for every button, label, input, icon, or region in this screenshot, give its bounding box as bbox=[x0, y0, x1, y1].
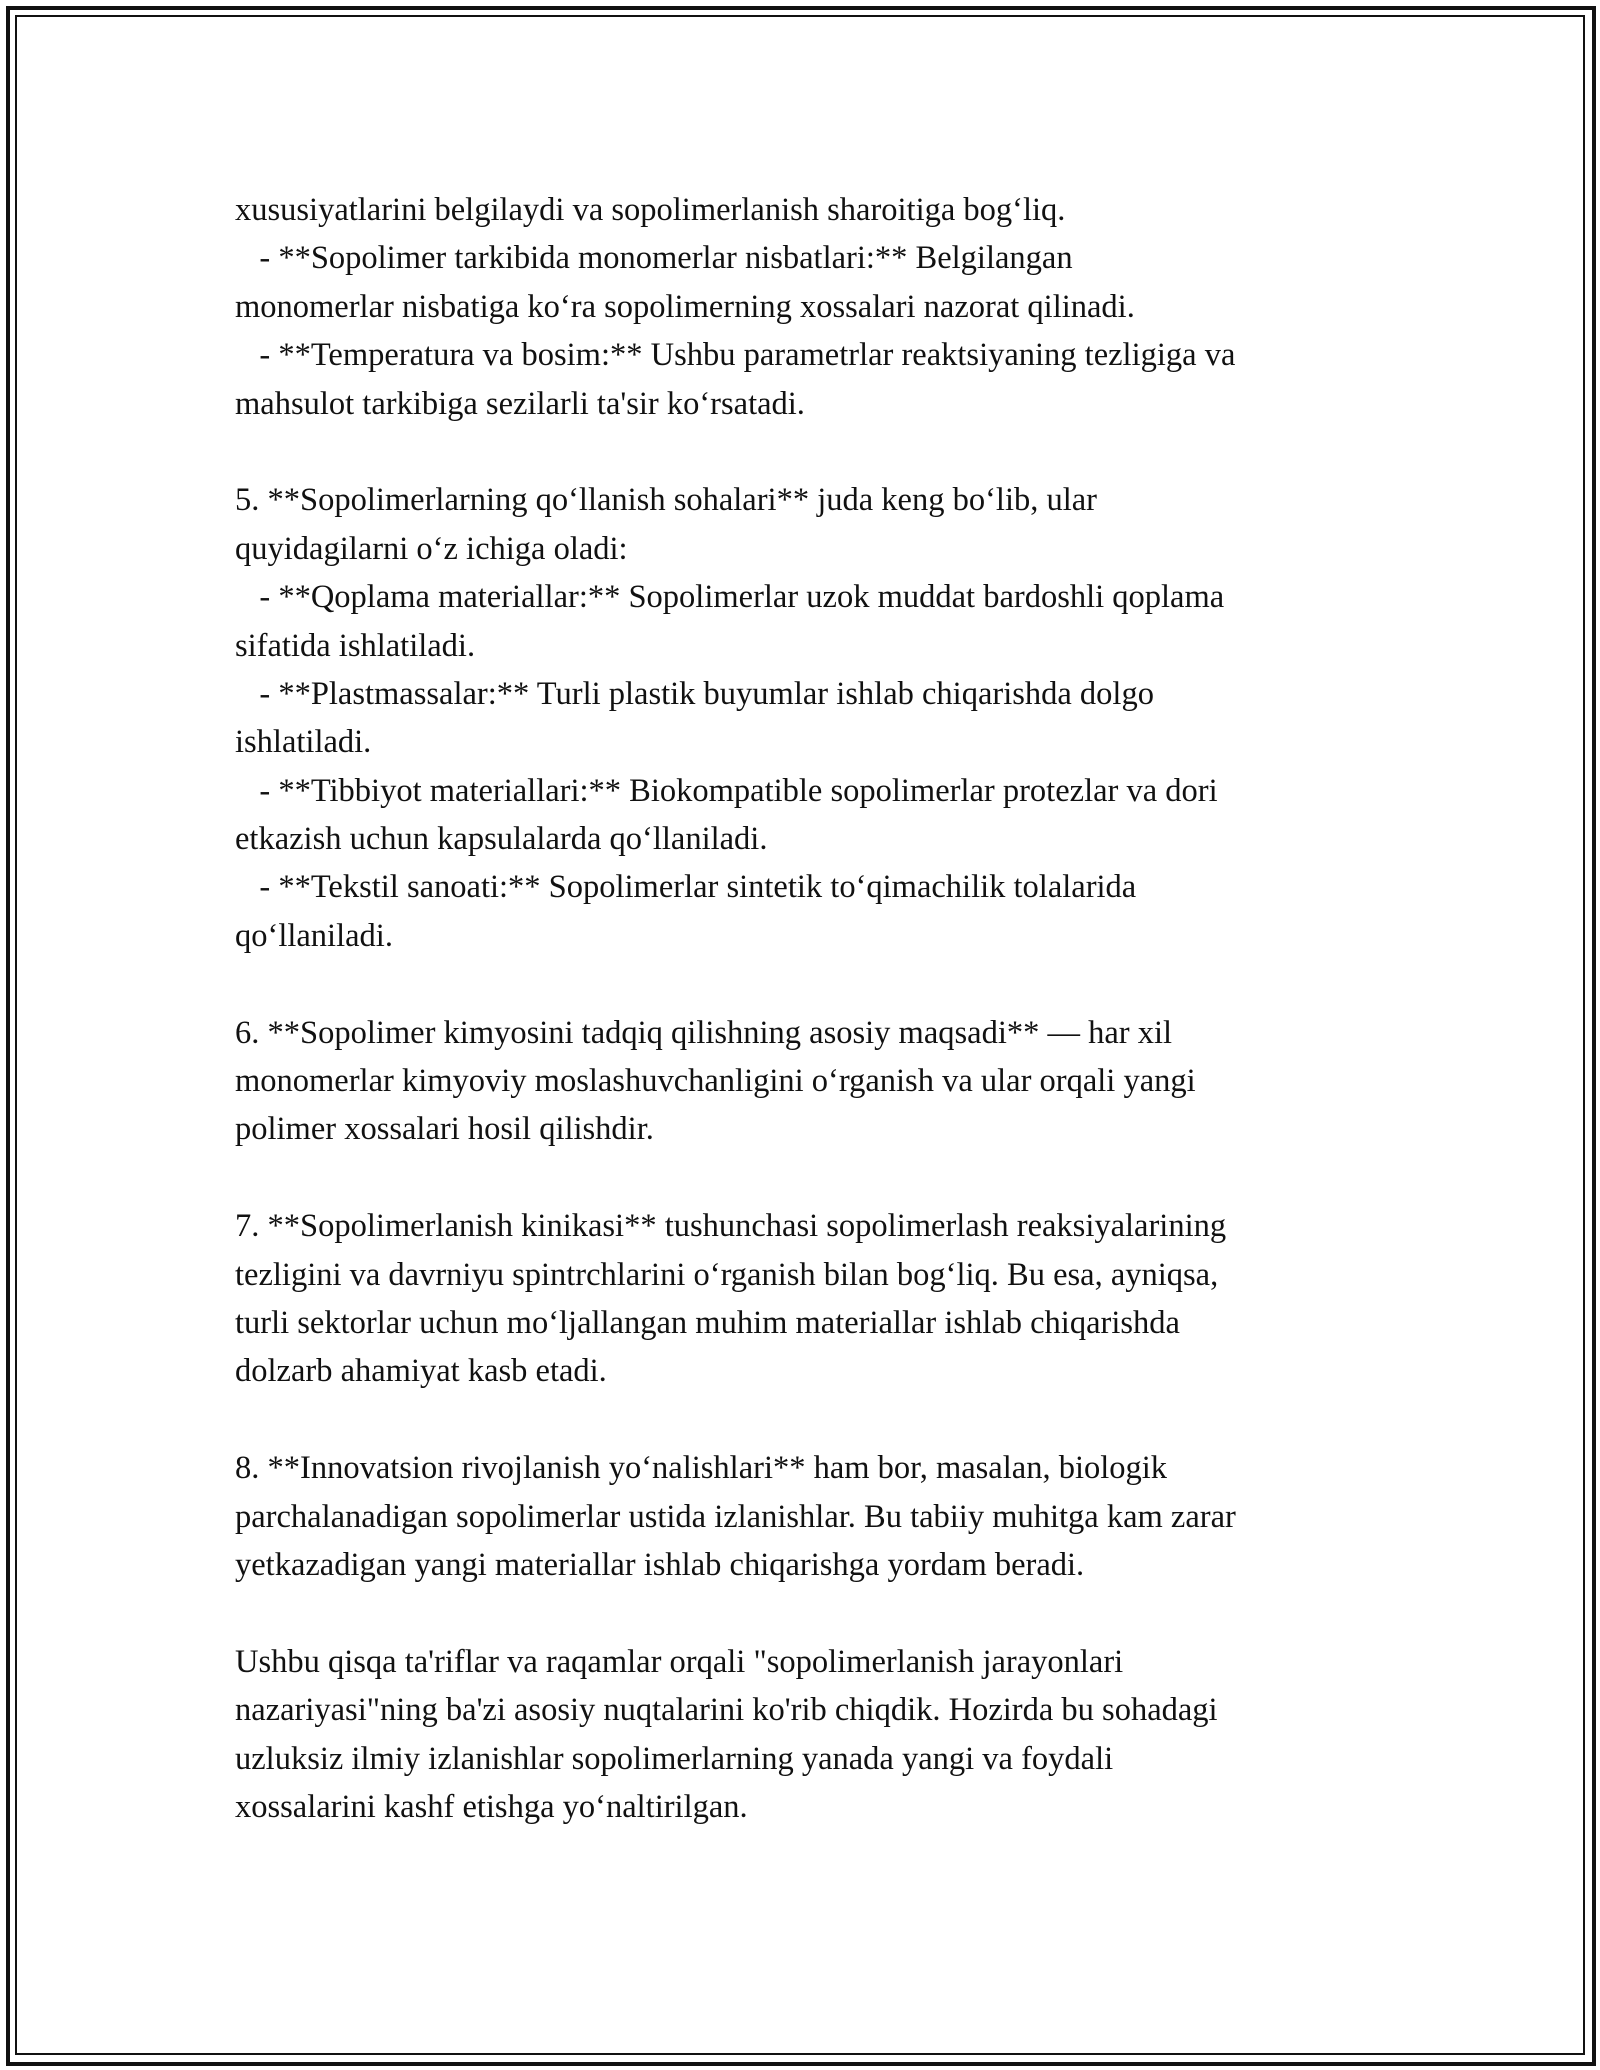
text-line: etkazish uchun kapsulalarda qo‘llaniladi. bbox=[235, 821, 768, 858]
text-line: 5. **Sopolimerlarning qo‘llanish sohalari** juda keng bo‘lib, ular bbox=[235, 482, 1097, 519]
text-line: - **Tekstil sanoati:** Sopolimerlar sintetik to‘qimachilik tolalarida bbox=[235, 869, 1137, 906]
paragraph-gap bbox=[235, 1589, 1385, 1637]
text-line: sifatida ishlatiladi. bbox=[235, 627, 476, 664]
text-line: xossalarini kashf etishga yo‘naltirilgan. bbox=[235, 1788, 748, 1825]
text-line: 6. **Sopolimer kimyosini tadqiq qilishning asosiy maqsadi** — har xil bbox=[235, 1014, 1173, 1051]
text-line: monomerlar nisbatiga ko‘ra sopolimerning xossalari nazorat qilinadi. bbox=[235, 288, 1135, 325]
paragraph-gap bbox=[235, 1154, 1385, 1202]
text-line: dolzarb ahamiyat kasb etadi. bbox=[235, 1353, 607, 1390]
text-line: ishlatiladi. bbox=[235, 724, 372, 761]
text-line: xususiyatlarini belgilaydi va sopolimerlanish sharoitiga bog‘liq. bbox=[235, 192, 1066, 228]
text-line: - **Qoplama materiallar:** Sopolimerlar uzok muddat bardoshli qoplama bbox=[235, 579, 1225, 616]
document-body bbox=[235, 186, 1385, 1831]
text-line: 8. **Innovatsion rivojlanish yo‘nalishlari** ham bor, masalan, biologik bbox=[235, 1450, 1168, 1487]
text-line: - **Temperatura va bosim:** Ushbu parametrlar reaktsiyaning tezligiga va bbox=[235, 337, 1236, 374]
text-line: Ushbu qisqa ta'riflar va raqamlar orqali "sopolimerlanish jarayonlari bbox=[235, 1643, 1124, 1680]
paragraph-gap bbox=[235, 428, 1385, 476]
text-line: parchalanadigan sopolimerlar ustida izlanishlar. Bu tabiiy muhitga kam zarar bbox=[235, 1498, 1236, 1535]
text-line: uzluksiz ilmiy izlanishlar sopolimerlarning yanada yangi va foydali bbox=[235, 1740, 1114, 1777]
text-line: mahsulot tarkibiga sezilarli ta'sir ko‘rsatadi. bbox=[235, 385, 805, 422]
text-line: - **Plastmassalar:** Turli plastik buyumlar ishlab chiqarishda dolgo bbox=[235, 675, 1154, 712]
text-line: - **Tibbiyot materiallari:** Biokompatible sopolimerlar protezlar va dori bbox=[235, 772, 1218, 809]
text-line: 7. **Sopolimerlanish kinikasi** tushunchasi sopolimerlash reaksiyalarining bbox=[235, 1208, 1227, 1245]
text-line: qo‘llaniladi. bbox=[235, 917, 393, 954]
text-line: monomerlar kimyoviy moslashuvchanligini o‘rganish va ular orqali yangi bbox=[235, 1063, 1196, 1100]
text-line: quyidagilarni o‘z ichiga oladi: bbox=[235, 530, 628, 567]
text-line: nazariyasi"ning ba'zi asosiy nuqtalarini ko'rib chiqdik. Hozirda bu sohadagi bbox=[235, 1692, 1218, 1729]
text-line: - **Sopolimer tarkibida monomerlar nisbatlari:** Belgilangan bbox=[235, 240, 1073, 277]
text-line: turli sektorlar uchun mo‘ljallangan muhim materiallar ishlab chiqarishda bbox=[235, 1304, 1180, 1341]
text-line: tezligini va davrniyu spintrchlarini o‘rganish bilan bog‘liq. Bu esa, ayniqsa, bbox=[235, 1256, 1219, 1293]
text-line: yetkazadigan yangi materiallar ishlab chiqarishga yordam beradi. bbox=[235, 1546, 1085, 1583]
paragraph-gap bbox=[235, 1396, 1385, 1444]
paragraph-gap bbox=[235, 960, 1385, 1008]
text-line: polimer xossalari hosil qilishdir. bbox=[235, 1111, 654, 1148]
